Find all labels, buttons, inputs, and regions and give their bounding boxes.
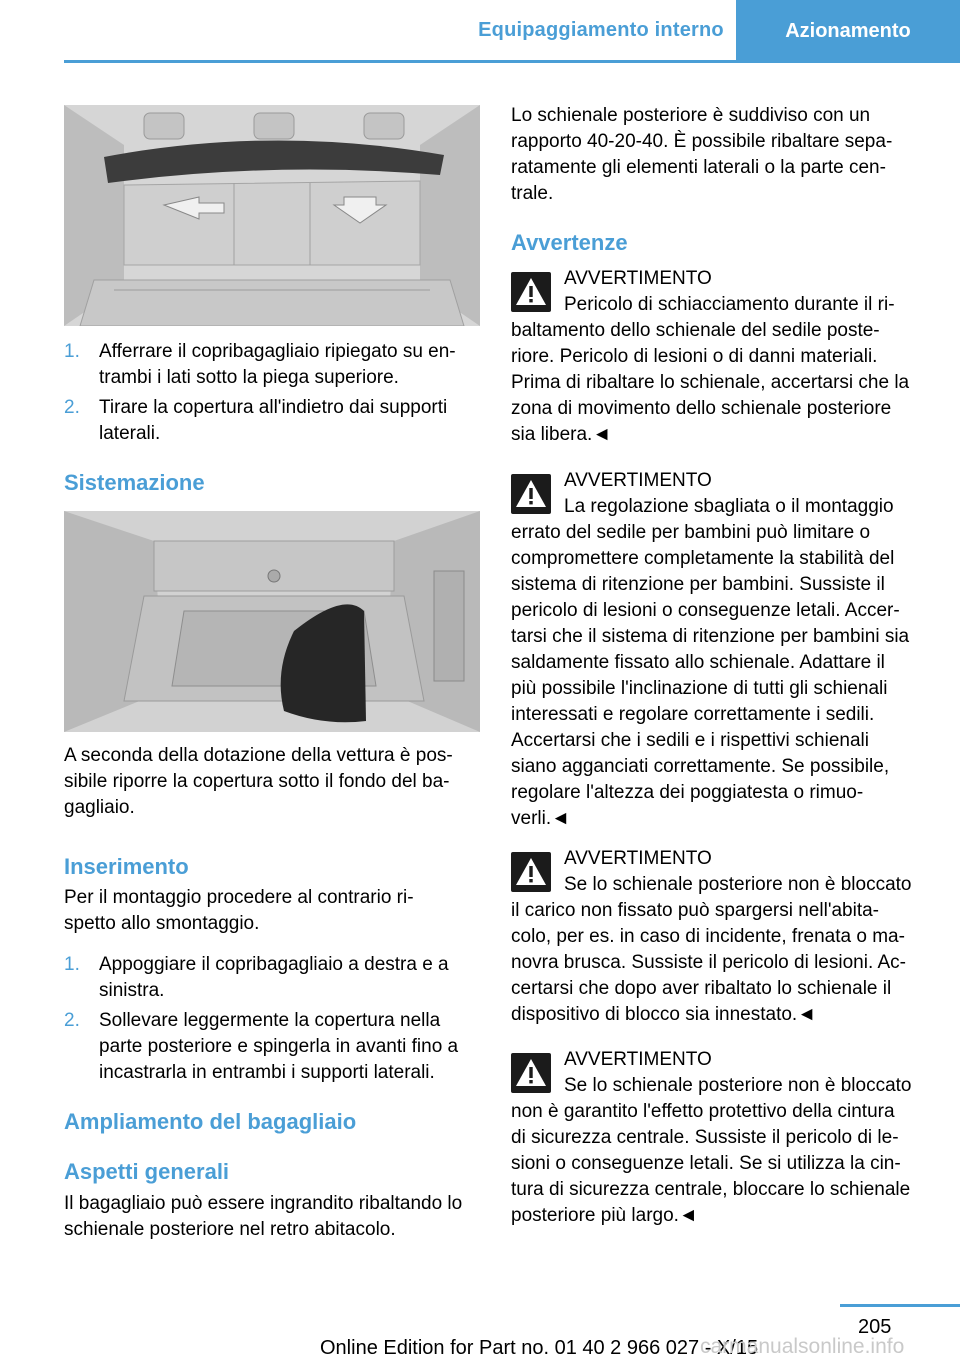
step-number: 2.	[64, 397, 80, 418]
list-item	[64, 952, 480, 1004]
step-number: 1.	[64, 954, 80, 975]
warning-body: non è garantito l'effetto protettivo della cintura di sicurezza centrale. Sussiste il pericolo di le- sioni o conseguenze letali. Se si utilizza la cin- tura di sicurezza centrale, bloccare lo schienale posteriore più largo.◄	[511, 1101, 911, 1226]
storage-paragraph: A seconda della dotazione della vettura è pos- sibile riporre la copertura sotto il fondo del ba- gagliaio.	[64, 745, 453, 818]
storage-figure	[64, 511, 480, 732]
heading-enlarge: Ampliamento del bagagliaio	[64, 1109, 357, 1134]
insert-paragraph: Per il montaggio procedere al contrario ri- spetto allo smontaggio.	[64, 887, 414, 934]
heading-insert: Inserimento	[64, 854, 189, 879]
step-text: Appoggiare il copribagagliaio a destra e a sinistra.	[99, 954, 449, 1001]
warning-body: il carico non fissato può spargersi nell'abita- colo, per es. in caso di incidente, frenata o ma- novra brusca. Sussiste il pericolo di lesioni. Ac- certarsi che dopo aver ribaltato lo schienale il dispositivo di blocco sia innestato.◄	[511, 900, 906, 1025]
warning-body: baltamento dello schienale del sedile poste- riore. Pericolo di lesioni o di danni materiali. Prima di ribaltare lo schienale, accertarsi che la zona di movimento dello schienale posteriore sia libera.◄	[511, 320, 910, 445]
warning-block	[511, 468, 931, 832]
page-number: 205	[858, 1316, 892, 1338]
warning-icon	[511, 272, 551, 312]
warning-block	[511, 1047, 931, 1229]
warning-title: AVVERTIMENTO	[564, 848, 712, 869]
warning-icon	[511, 1053, 551, 1093]
list-item	[64, 1008, 480, 1086]
footer-rule	[840, 1304, 960, 1307]
header-section-tab[interactable]: Equipaggiamento interno	[478, 18, 724, 41]
list-item	[64, 395, 480, 447]
list-item	[64, 339, 480, 391]
warning-icon	[511, 474, 551, 514]
heading-general: Aspetti generali	[64, 1159, 230, 1184]
intro-paragraph: Lo schienale posteriore è suddiviso con un rapporto 40-20-40. È possibile ribaltare sepa- ratamente gli elementi laterali o la parte cen- trale.	[511, 105, 893, 204]
trunk-cover-figure	[64, 105, 480, 326]
heading-storage: Sistemazione	[64, 470, 205, 495]
step-text: Tirare la copertura all'indietro dai supporti laterali.	[99, 397, 448, 444]
warning-title: AVVERTIMENTO	[564, 268, 712, 289]
step-text: Afferrare il copribagagliaio ripiegato su en- trambi i lati sotto la piega superiore.	[99, 341, 456, 388]
header-active-tab[interactable]: Azionamento	[736, 0, 960, 63]
general-paragraph: Il bagagliaio può essere ingrandito ribaltando lo schienale posteriore nel retro abitacolo.	[64, 1193, 463, 1240]
watermark: carmanualsonline.info	[700, 1335, 905, 1358]
warning-body: errato del sedile per bambini può limitare o compromettere completamente la stabilità del sistema di ritenzione per bambini. Sussiste il pericolo di lesioni o conseguenze letali. Accer- tarsi che il sistema di ritenzione per bambini sia saldamente fissato allo schienale. Adattare il più possibile l'inclinazione di tutti gli schienali interessati e regolare correttamente i sedili. Accertarsi che i sedili e i rispettivi schienali siano agganciati correttamente. Se possibile, regolare l'altezza dei poggiatesta o rimuo- verli.◄	[511, 522, 910, 829]
warning-first-line: La regolazione sbagliata o il montaggio	[564, 496, 894, 517]
warning-title: AVVERTIMENTO	[564, 470, 712, 491]
heading-warnings: Avvertenze	[511, 230, 628, 255]
warning-block	[511, 266, 931, 448]
edition-note: Online Edition for Part no. 01 40 2 966 027 - X/15	[320, 1337, 759, 1359]
step-number: 2.	[64, 1010, 80, 1031]
warning-first-line: Pericolo di schiacciamento durante il ri-	[564, 294, 895, 315]
warning-first-line: Se lo schienale posteriore non è bloccato	[564, 874, 912, 895]
step-text: Sollevare leggermente la copertura nella parte posteriore e spingerla in avanti fino a incastrarla in entrambi i supporti laterali.	[99, 1010, 459, 1083]
warning-block	[511, 846, 931, 1028]
warning-first-line: Se lo schienale posteriore non è bloccato	[564, 1075, 912, 1096]
header-rule	[64, 60, 960, 63]
step-number: 1.	[64, 341, 80, 362]
warning-title: AVVERTIMENTO	[564, 1049, 712, 1070]
warning-icon	[511, 852, 551, 892]
